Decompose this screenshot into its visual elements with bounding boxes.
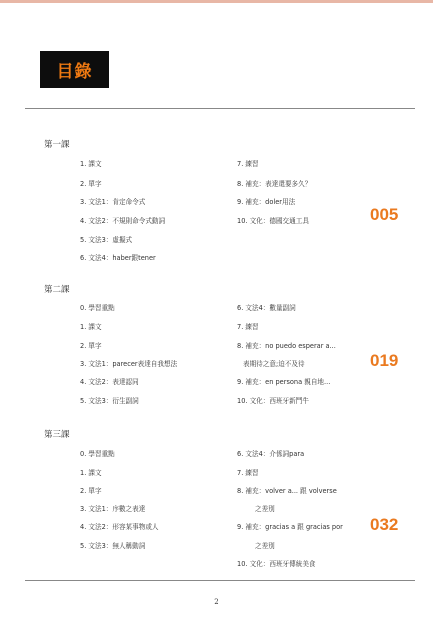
lesson-3-item: 4. 文法2：形容某事物或人 bbox=[80, 523, 159, 531]
lesson-1-item: 10. 文化：德國交通工具 bbox=[237, 217, 309, 225]
lesson-3-item: 5. 文法3：無人稱動詞 bbox=[80, 542, 146, 550]
lesson-2-page-number: 019 bbox=[370, 351, 399, 370]
lesson-1-page-number: 005 bbox=[370, 205, 399, 224]
lesson-3-item: 之差別 bbox=[255, 505, 275, 513]
lesson-3-item: 1. 課文 bbox=[80, 469, 102, 477]
lesson-3-page-number: 032 bbox=[370, 515, 399, 534]
lesson-1-item: 8. 補充：表達還要多久？ bbox=[237, 180, 312, 188]
lesson-2-item: 6. 文法4：數量副詞 bbox=[237, 304, 296, 312]
lesson-2-item: 7. 練習 bbox=[237, 323, 259, 331]
lesson-3-item: 9. 補充：gracias a 跟 gracias por bbox=[237, 523, 343, 531]
lesson-2-item: 4. 文法2：表達認同 bbox=[80, 378, 139, 386]
lesson-2-item: 3. 文法1：parecer表達自我想法 bbox=[80, 360, 178, 368]
lesson-3-title: 第三課 bbox=[44, 430, 70, 440]
lesson-2-item: 10. 文化：西班牙新鬥牛 bbox=[237, 397, 309, 405]
lesson-1-item: 4. 文法2：不規則命令式動詞 bbox=[80, 217, 166, 225]
lesson-3-item: 10. 文化：西班牙傳統美食 bbox=[237, 560, 316, 568]
footer-page-number: 2 bbox=[214, 598, 219, 606]
lesson-3-item: 2. 單字 bbox=[80, 487, 102, 495]
lesson-2-item: 5. 文法3：衍生副詞 bbox=[80, 397, 139, 405]
footer-divider bbox=[25, 580, 415, 581]
lesson-3-item: 0. 學習重點 bbox=[80, 450, 115, 458]
lesson-3-item: 3. 文法1：序數之表達 bbox=[80, 505, 146, 513]
top-border bbox=[0, 0, 433, 3]
lesson-2-item: 8. 補充：no puedo esperar a... bbox=[237, 342, 336, 350]
lesson-2-item: 0. 學習重點 bbox=[80, 304, 115, 312]
lesson-2-item: 2. 單字 bbox=[80, 342, 102, 350]
lesson-3-item: 7. 練習 bbox=[237, 469, 259, 477]
lesson-2-item: 9. 補充：en persona 親自地... bbox=[237, 378, 331, 386]
lesson-2-item: 1. 課文 bbox=[80, 323, 102, 331]
lesson-3-item: 8. 補充：volver a... 跟 volverse bbox=[237, 487, 337, 495]
lesson-3-item: 之差別 bbox=[255, 542, 275, 550]
title-box bbox=[40, 51, 109, 88]
header-divider bbox=[25, 108, 415, 109]
page-title: 目錄 bbox=[56, 62, 93, 82]
lesson-1-item: 6. 文法4：haber跟tener bbox=[80, 254, 156, 262]
lesson-1-item: 1. 課文 bbox=[80, 160, 102, 168]
lesson-2-title: 第二課 bbox=[44, 285, 70, 295]
lesson-1-title: 第一課 bbox=[44, 140, 70, 150]
lesson-1-item: 7. 練習 bbox=[237, 160, 259, 168]
lesson-1-item: 9. 補充：doler用法 bbox=[237, 198, 296, 206]
lesson-1-item: 3. 文法1：肯定命令式 bbox=[80, 198, 146, 206]
lesson-3-item: 6. 文法4：介係詞para bbox=[237, 450, 305, 458]
lesson-1-item: 2. 單字 bbox=[80, 180, 102, 188]
lesson-2-item: 表期待之意;迫不及待 bbox=[243, 360, 305, 368]
lesson-1-item: 5. 文法3：虛擬式 bbox=[80, 236, 133, 244]
